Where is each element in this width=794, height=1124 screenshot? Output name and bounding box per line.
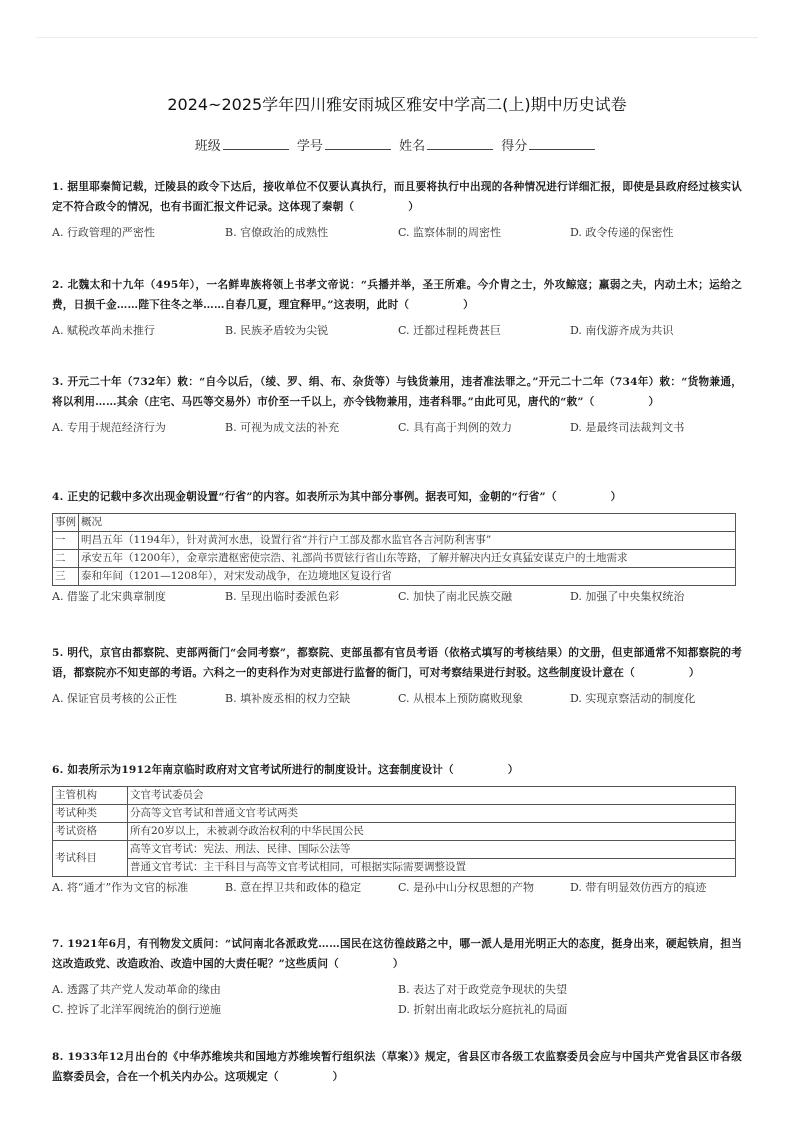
question-8 <box>52 1047 742 1087</box>
option-c[interactable]: C. 迁都过程耗费甚巨 <box>398 324 502 337</box>
table-row <box>53 859 736 877</box>
question-1-stem: 1. 据里耶秦简记载，迁陵县的政令下达后，接收单位不仅要认真执行，而且要将执行中出现的各种情况进行详细汇报，即使是县政府经过核实认定不符合政令的情况，也有书面汇报文件记录。这体现了秦朝（ ） <box>52 181 742 213</box>
option-c[interactable]: C. 控诉了北洋军阀统治的倒行逆施 <box>52 1003 222 1016</box>
question-5 <box>52 643 742 710</box>
table-cell: 考试科目 <box>53 841 128 877</box>
table-cell: 一 <box>53 532 79 550</box>
table-row <box>53 532 736 550</box>
question-2 <box>52 275 742 342</box>
option-b[interactable]: B. 意在捍卫共和政体的稳定 <box>225 881 362 894</box>
table-cell: 考试种类 <box>53 805 128 823</box>
table-row <box>53 805 736 823</box>
option-b[interactable]: B. 官僚政治的成熟性 <box>225 226 329 239</box>
name-label: 姓名 <box>399 139 426 154</box>
question-6-stem: 6. 如表所示为1912年南京临时政府对文官考试所进行的制度设计。这套制度设计（ ） <box>52 764 519 776</box>
option-b[interactable]: B. 表达了对于政党竞争现状的失望 <box>398 983 568 996</box>
table-cell: 承安五年（1200年），金章宗遣枢密使宗浩、礼部尚书贾铉行省山东等路，了解并解决内迁女真猛安谋克户的土地需求 <box>79 550 736 568</box>
question-6 <box>52 760 742 899</box>
option-d[interactable]: D. 加强了中央集权统治 <box>570 590 685 603</box>
table-cell: 考试资格 <box>53 823 128 841</box>
option-a[interactable]: A. 透露了共产党人发动革命的缘由 <box>52 983 221 996</box>
table-cell: 三 <box>53 568 79 586</box>
name-blank <box>427 137 493 150</box>
question-7-options <box>52 981 742 1021</box>
table-header-cell: 概况 <box>79 514 736 532</box>
question-4-options <box>52 588 742 608</box>
option-d[interactable]: D. 南伐游齐成为共识 <box>570 324 674 337</box>
option-c[interactable]: C. 从根本上预防腐败现象 <box>398 692 524 705</box>
table-cell: 明昌五年（1194年），针对黄河水患，设置行省“并行户工部及都水监官各言河防利害事” <box>79 532 736 550</box>
option-d[interactable]: D. 实现京察活动的制度化 <box>570 692 696 705</box>
question-3 <box>52 372 742 439</box>
option-c[interactable]: C. 是孙中山分权思想的产物 <box>398 881 535 894</box>
option-d[interactable]: D. 带有明显效仿西方的痕迹 <box>570 881 707 894</box>
exam-title: 2024~2025学年四川雅安雨城区雅安中学高二(上)期中历史试卷 <box>167 95 627 114</box>
option-d[interactable]: D. 政令传递的保密性 <box>570 226 674 239</box>
table-row <box>53 550 736 568</box>
option-d[interactable]: D. 折射出南北政坛分庭抗礼的局面 <box>398 1003 568 1016</box>
table-cell: 高等文官考试：宪法、刑法、民律、国际公法等 <box>128 841 736 859</box>
option-a[interactable]: A. 专用于规范经济行为 <box>52 421 166 434</box>
question-3-options <box>52 419 742 439</box>
option-a[interactable]: A. 赋税改革尚未推行 <box>52 324 155 337</box>
question-1-options <box>52 224 742 244</box>
question-7-stem: 7. 1921年6月，有刊物发文质问：“试问南北各派政党……国民在这彷徨歧路之中，哪一派人是用光明正大的态度，挺身出来，硬起铁肩，担当这改造政党、改造政治、改造中国的大责任呢？”这些质问（ ） <box>52 938 742 970</box>
table-cell: 二 <box>53 550 79 568</box>
class-label: 班级 <box>194 139 221 154</box>
option-a[interactable]: A. 借鉴了北宋典章制度 <box>52 590 166 603</box>
table-cell: 主管机构 <box>53 787 128 805</box>
option-d[interactable]: D. 是最终司法裁判文书 <box>570 421 685 434</box>
question-5-options <box>52 690 742 710</box>
score-label: 得分 <box>501 139 528 154</box>
option-b[interactable]: B. 呈现出临时委派色彩 <box>225 590 340 603</box>
table-row <box>53 841 736 859</box>
table-header-cell: 事例 <box>53 514 79 532</box>
question-6-options <box>52 879 742 899</box>
question-3-stem: 3. 开元二十年（732年）敕：“自今以后，（绫、罗、绢、布、杂货等）与钱货兼用，违者准法罪之。”开元二十二年（734年）敕：“货物兼通，将以利用……其余（庄宅、马匹等交易外）市价至一千以上，亦令钱物兼用，违者科罪。”由此可见，唐代的“敕”（ ） <box>52 376 742 408</box>
question-8-stem: 8. 1933年12月出台的《中华苏维埃共和国地方苏维埃暂行组织法（草案）》规定，省县区市各级工农监察委员会应与中国共产党省县区市各级监察委员会，合在一个机关内办公。这项规定（ ） <box>52 1051 742 1083</box>
option-c[interactable]: C. 具有高于判例的效力 <box>398 421 513 434</box>
question-4-stem: 4. 正史的记载中多次出现金朝设置“行省”的内容。如表所示为其中部分事例。据表可知，金朝的“行省”（ ） <box>52 491 622 503</box>
question-2-stem: 2. 北魏太和十九年（495年），一名鲜卑族将领上书孝文帝说：“兵播并举，圣王所难。今介胄之士，外攻鲸寇；羸弱之夫，内动土木；运给之费，日损千金……陛下往冬之举……自春几夏，理宜释甲。”这表明，此时（ ） <box>52 279 742 311</box>
question-1 <box>52 177 742 244</box>
table-cell: 所有20岁以上，未被剥夺政治权利的中华民国公民 <box>128 823 736 841</box>
page-top-rule <box>36 37 758 38</box>
option-a[interactable]: A. 行政管理的严密性 <box>52 226 155 239</box>
student-info-line <box>0 135 794 154</box>
option-c[interactable]: C. 监察体制的周密性 <box>398 226 502 239</box>
option-a[interactable]: A. 保证官员考核的公正性 <box>52 692 177 705</box>
question-6-table <box>52 786 736 877</box>
table-row <box>53 568 736 586</box>
table-header-row <box>53 514 736 532</box>
score-blank <box>529 137 595 150</box>
question-7 <box>52 934 742 1021</box>
question-2-options <box>52 322 742 342</box>
question-4-table <box>52 513 736 586</box>
table-row <box>53 787 736 805</box>
id-label: 学号 <box>296 139 323 154</box>
option-b[interactable]: B. 民族矛盾较为尖锐 <box>225 324 329 337</box>
option-b[interactable]: B. 填补废丞相的权力空缺 <box>225 692 351 705</box>
option-b[interactable]: B. 可视为成文法的补充 <box>225 421 340 434</box>
table-cell: 文官考试委员会 <box>128 787 736 805</box>
question-5-stem: 5. 明代，京官由都察院、吏部两衙门“会同考察”，都察院、吏部虽都有官员考语（依格式填写的考核结果）的文册，但吏部通常不知都察院的考语，都察院亦不知吏部的考语。六科之一的吏科作为对吏部进行监督的衙门，可对考察结果进行封驳。这些制度设计意在（ ） <box>52 647 742 679</box>
table-cell: 分高等文官考试和普通文官考试两类 <box>128 805 736 823</box>
id-blank <box>325 137 391 150</box>
table-cell: 泰和年间（1201—1208年），对宋发动战争，在边境地区复设行省 <box>79 568 736 586</box>
option-c[interactable]: C. 加快了南北民族交融 <box>398 590 513 603</box>
option-a[interactable]: A. 将“通才”作为文官的标准 <box>52 881 189 894</box>
table-row <box>53 823 736 841</box>
table-cell: 普通文官考试：主干科目与高等文官考试相同，可根据实际需要调整设置 <box>128 859 736 877</box>
class-blank <box>223 137 289 150</box>
question-4 <box>52 487 742 608</box>
